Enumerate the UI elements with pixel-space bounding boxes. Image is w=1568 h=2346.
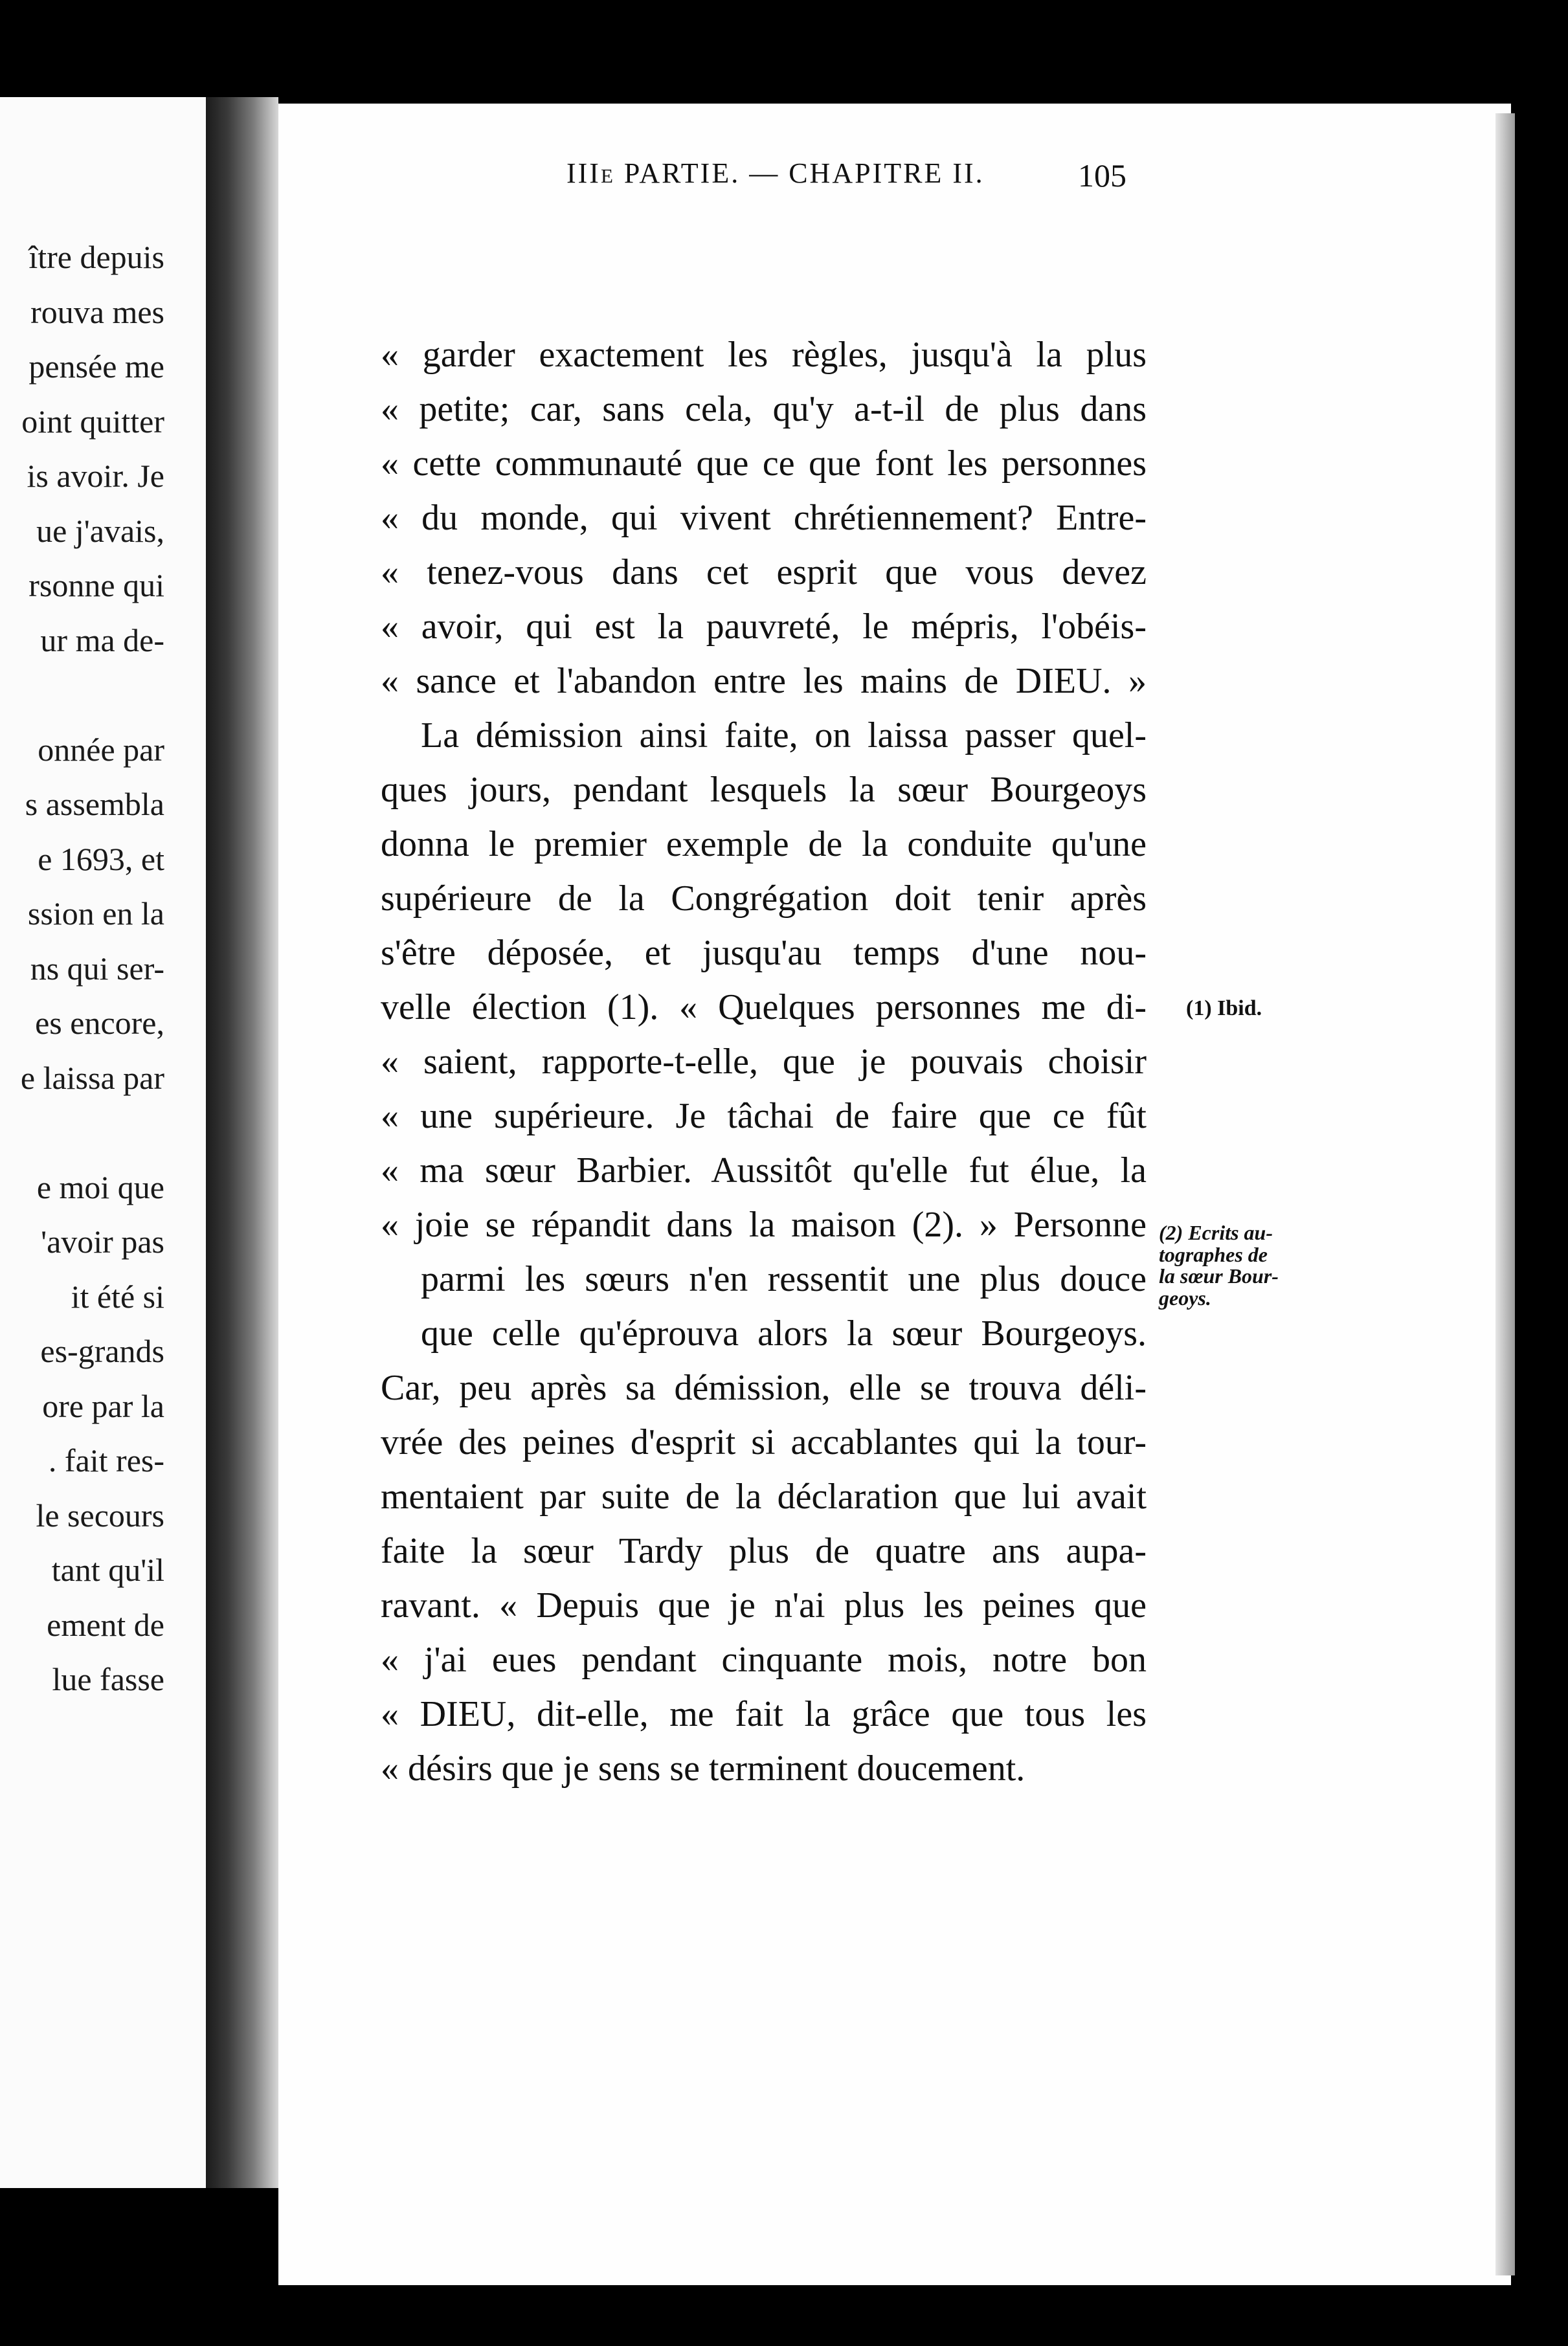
body-line: « sance et l'abandon entre les mains de DIEU. » [381, 661, 1147, 701]
previous-page-line: e moi que [36, 1168, 164, 1205]
margin-note-2-line: la sœur Bour- [1159, 1264, 1279, 1288]
body-line: vrée des peines d'esprit si accablantes qui la tour- [381, 1422, 1147, 1462]
body-line: « tenez-vous dans cet esprit que vous devez [381, 552, 1147, 592]
previous-page-line: ue j'avais, [36, 512, 164, 549]
margin-note-2-line: tographes de [1159, 1242, 1268, 1266]
previous-page-line: e 1693, et [38, 840, 164, 877]
body-line: « j'ai eues pendant cinquante mois, notre bon [381, 1640, 1147, 1680]
previous-page-line: lue fasse [52, 1661, 164, 1697]
previous-page-line: es encore, [35, 1005, 164, 1041]
body-line: faite la sœur Tardy plus de quatre ans aupa- [381, 1531, 1147, 1571]
body-line: « garder exactement les règles, jusqu'à la plus [381, 335, 1147, 375]
body-line: « ma sœur Barbier. Aussitôt qu'elle fut élue, la [381, 1150, 1147, 1190]
body-line: supérieure de la Congrégation doit tenir après [381, 878, 1147, 919]
previous-page-fragment [0, 97, 206, 2188]
margin-note-2-line: (2) Ecrits au- [1159, 1221, 1273, 1244]
previous-page-line: ns qui ser- [30, 950, 164, 987]
body-line: donna le premier exemple de la conduite qu'une [381, 824, 1147, 864]
previous-page-line: ître depuis [28, 239, 164, 275]
previous-page-line: . fait res- [48, 1442, 164, 1479]
body-line: « cette communauté que ce que font les personnes [381, 443, 1147, 484]
previous-page-line: e laissa par [20, 1059, 164, 1096]
previous-page-line: rouva mes [30, 293, 164, 330]
body-line: parmi les sœurs n'en ressentit une plus douce [421, 1259, 1147, 1299]
body-line: « avoir, qui est la pauvreté, le mépris, l'obéis- [381, 607, 1147, 647]
body-line: ques jours, pendant lesquels la sœur Bourgeoys [381, 770, 1147, 810]
margin-note-1: (1) Ibid. [1186, 996, 1262, 1020]
body-line: s'être déposée, et jusqu'au temps d'une nou- [381, 933, 1147, 973]
body-line: que celle qu'éprouva alors la sœur Bourgeoys. [421, 1313, 1147, 1354]
body-line: ravant. « Depuis que je n'ai plus les peines que [381, 1585, 1147, 1625]
body-line: « désirs que je sens se terminent doucement. [381, 1748, 1025, 1789]
previous-page-line: it été si [71, 1278, 164, 1315]
body-line: La démission ainsi faite, on laissa passer quel- [421, 715, 1147, 755]
current-page [278, 104, 1511, 2285]
previous-page-line: es-grands [40, 1333, 164, 1369]
running-head: IIIe PARTIE. — CHAPITRE II. [566, 157, 985, 189]
previous-page-line: onnée par [38, 731, 164, 768]
body-line: « petite; car, sans cela, qu'y a-t-il de plus dans [381, 389, 1147, 429]
previous-page-line: le secours [36, 1497, 164, 1534]
body-line: « saient, rapporte-t-elle, que je pouvais choisir [381, 1042, 1147, 1082]
previous-page-line: oint quitter [21, 403, 164, 440]
margin-note-2 [1159, 1222, 1327, 1309]
page-number: 105 [1078, 157, 1126, 194]
previous-page-line: is avoir. Je [27, 458, 164, 494]
body-line: « du monde, qui vivent chrétiennement? Entre- [381, 498, 1147, 538]
previous-page-line: ore par la [42, 1387, 164, 1424]
previous-page-line: ssion en la [27, 895, 164, 932]
body-line: mentaient par suite de la déclaration que lui avait [381, 1477, 1147, 1517]
previous-page-line: rsonne qui [28, 567, 164, 603]
previous-page-line: pensée me [28, 348, 164, 385]
body-line: Car, peu après sa démission, elle se trouva déli- [381, 1368, 1147, 1408]
body-line: « joie se répandit dans la maison (2). » Personne [381, 1205, 1147, 1245]
previous-page-line: 'avoir pas [41, 1223, 164, 1260]
body-line: « une supérieure. Je tâchai de faire que ce fût [381, 1096, 1147, 1136]
previous-page-line: ement de [47, 1606, 164, 1643]
previous-page-line: s assembla [25, 786, 164, 822]
body-line: velle élection (1). « Quelques personnes me di- [381, 987, 1147, 1027]
body-line: « DIEU, dit-elle, me fait la grâce que tous les [381, 1694, 1147, 1734]
book-gutter [206, 97, 278, 2188]
page-edge-shadow [1495, 113, 1515, 2275]
previous-page-line: ur ma de- [40, 621, 164, 658]
previous-page-line: tant qu'il [51, 1552, 164, 1588]
margin-note-2-line: geoys. [1159, 1286, 1211, 1310]
